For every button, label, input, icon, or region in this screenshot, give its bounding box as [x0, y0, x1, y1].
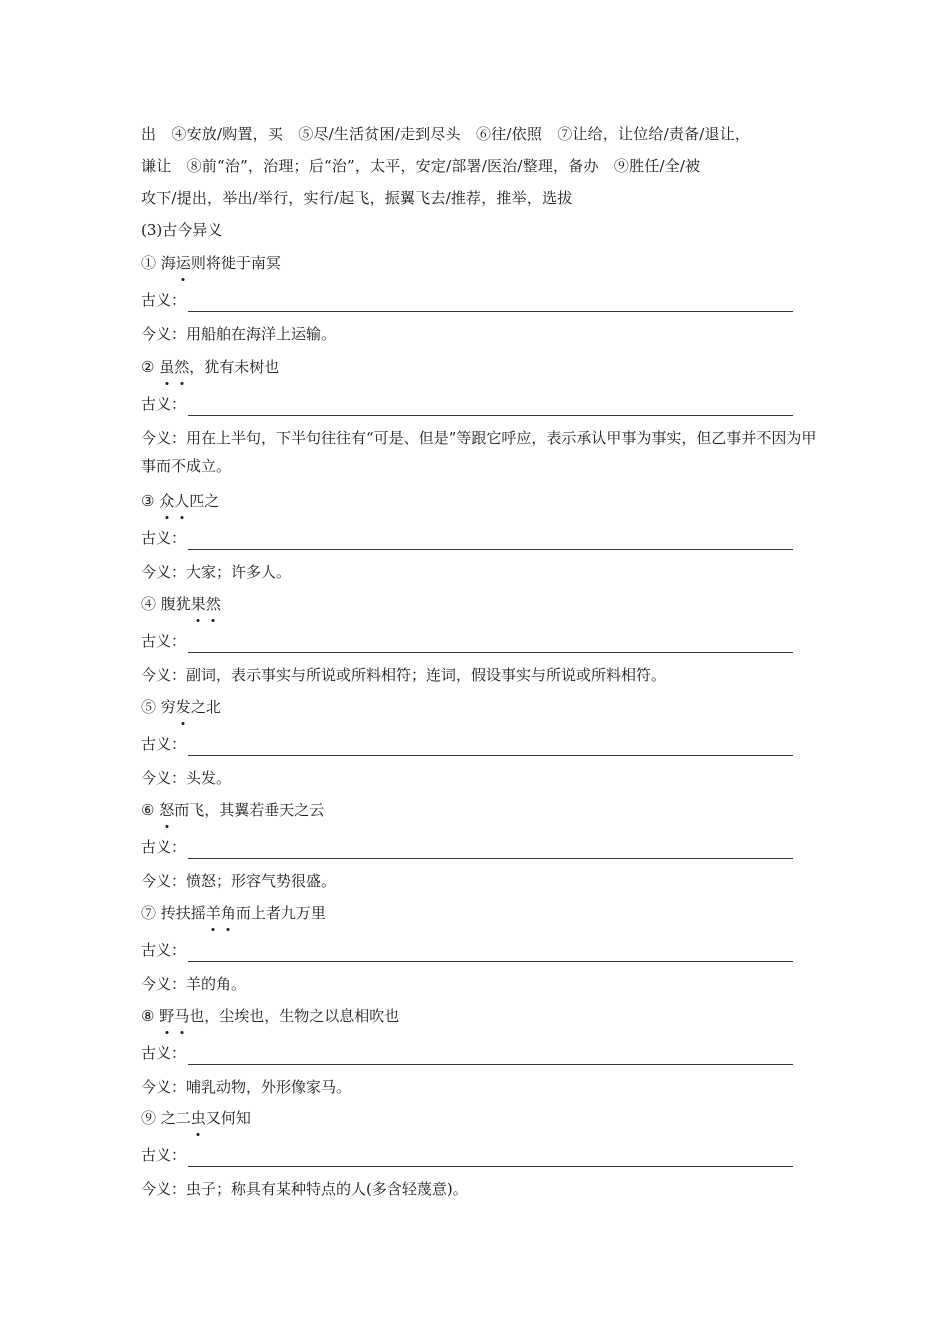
ancient-meaning-row [141, 1041, 821, 1065]
sentence-text: 之二 [160, 1109, 191, 1127]
ancient-meaning-row [141, 526, 821, 550]
sentence-text: 又何知 [205, 1109, 251, 1127]
answer-blank[interactable] [188, 840, 793, 859]
modern-meaning: 今义：用船舶在海洋上运输。 [141, 325, 337, 343]
exercise-item [141, 1003, 821, 1101]
ancient-meaning-label: 古义： [141, 838, 187, 856]
exercise-item [141, 354, 821, 480]
item-number: ① [141, 254, 161, 272]
example-sentence [141, 354, 821, 380]
emphasized-word: 马 [174, 1003, 189, 1029]
example-sentence [141, 488, 821, 514]
emphasized-word: 虫 [191, 1105, 206, 1131]
answer-line: 谦让 ⑧前“治”，治理；后“治”，太平，安定/部署/医治/整理，备办 ⑨胜任/全/被 [141, 157, 701, 175]
ancient-meaning-row [141, 732, 821, 756]
modern-meaning: 今义：副词，表示事实与所说或所料相符；连词，假设事实与所说或所料相符。 [141, 666, 667, 684]
modern-meaning: 今义：哺乳动物，外形像家马。 [141, 1078, 352, 1096]
exercise-item [141, 900, 821, 998]
modern-meaning: 今义：羊的角。 [141, 975, 247, 993]
example-sentence [141, 694, 821, 720]
example-sentence [141, 797, 821, 823]
emphasized-word: 角 [221, 900, 236, 926]
sentence-text: 之北 [190, 698, 221, 716]
ancient-meaning-row [141, 835, 821, 859]
emphasized-word: 人 [174, 488, 189, 514]
answer-blank[interactable] [188, 397, 793, 416]
item-number: ④ [141, 595, 161, 613]
ancient-meaning-label: 古义： [141, 632, 187, 650]
modern-meaning: 今义：大家；许多人。 [141, 563, 292, 581]
exercise-item [141, 694, 821, 792]
ancient-meaning-label: 古义： [141, 735, 187, 753]
example-sentence [141, 591, 821, 617]
ancient-meaning-label: 古义： [141, 1146, 187, 1164]
emphasized-word: 然 [206, 591, 221, 617]
ancient-meaning-label: 古义： [141, 1044, 187, 1062]
sentence-text: 也，尘埃也，生物之以息相吹也 [189, 1007, 400, 1025]
sentence-text: 穷 [160, 698, 176, 716]
ancient-meaning-label: 古义： [141, 941, 187, 959]
emphasized-word: 羊 [206, 900, 221, 926]
ancient-meaning-label: 古义： [141, 395, 187, 413]
ancient-meaning-label: 古义： [141, 529, 187, 547]
example-sentence [141, 900, 821, 926]
item-number: ⑥ [141, 801, 160, 819]
modern-meaning: 今义：虫子；称具有某种特点的人(多含轻蔑意)。 [141, 1180, 468, 1198]
emphasized-word: 虽 [159, 354, 174, 380]
answer-blank[interactable] [188, 531, 793, 550]
answer-paragraph [141, 118, 831, 214]
modern-meaning: 今义：愤怒；形容气势很盛。 [141, 872, 337, 890]
exercise-item [141, 488, 821, 586]
example-sentence [141, 1003, 821, 1029]
item-number: ② [141, 358, 160, 376]
modern-meaning: 今义：用在上半句，下半句往往有“可是、但是”等跟它呼应，表示承认甲事为事实，但乙事并不因为甲事而不成立。 [141, 429, 817, 475]
ancient-meaning-row [141, 288, 821, 312]
sentence-text: 而飞，其翼若垂天之云 [174, 801, 325, 819]
modern-meaning: 今义：头发。 [141, 769, 232, 787]
ancient-meaning-label: 古义： [141, 291, 187, 309]
sentence-text: 匹之 [189, 492, 220, 510]
item-number: ③ [141, 492, 160, 510]
sentence-text: 而上者九万里 [235, 904, 326, 922]
ancient-meaning-row [141, 938, 821, 962]
answer-blank[interactable] [188, 737, 793, 756]
answer-line: 攻下/提出，举出/举行，实行/起飞，振翼飞去/推荐，推举，选拔 [141, 189, 573, 207]
exercise-item [141, 250, 821, 348]
section-title: (3)古今异义 [141, 221, 223, 239]
sentence-text: 海 [160, 254, 176, 272]
item-number: ⑤ [141, 698, 161, 716]
sentence-text: 腹犹 [160, 595, 191, 613]
exercise-item [141, 1105, 821, 1203]
exercise-item [141, 797, 821, 895]
example-sentence [141, 1105, 821, 1131]
answer-blank[interactable] [188, 943, 793, 962]
ancient-meaning-row [141, 629, 821, 653]
emphasized-word: 怒 [159, 797, 174, 823]
answer-blank[interactable] [188, 293, 793, 312]
item-number: ⑧ [141, 1007, 160, 1025]
emphasized-word: 果 [191, 591, 206, 617]
emphasized-word: 野 [159, 1003, 174, 1029]
answer-blank[interactable] [188, 1046, 793, 1065]
exercise-item [141, 591, 821, 689]
answer-line: 出 ④安放/购置，买 ⑤尽/生活贫困/走到尽头 ⑥往/依照 ⑦让给，让位给/责备/退让， [141, 125, 751, 143]
sentence-text: 抟扶摇 [160, 904, 206, 922]
ancient-meaning-row [141, 392, 821, 416]
answer-blank[interactable] [188, 634, 793, 653]
emphasized-word: 然 [174, 354, 189, 380]
item-number: ⑨ [141, 1109, 161, 1127]
sentence-text: 则将徙于南冥 [190, 254, 281, 272]
sentence-text: ，犹有未树也 [189, 358, 280, 376]
emphasized-word: 发 [176, 694, 191, 720]
ancient-meaning-row [141, 1143, 821, 1167]
emphasized-word: 众 [159, 488, 174, 514]
emphasized-word: 运 [176, 250, 191, 276]
example-sentence [141, 250, 821, 276]
answer-blank[interactable] [188, 1148, 793, 1167]
item-number: ⑦ [141, 904, 161, 922]
